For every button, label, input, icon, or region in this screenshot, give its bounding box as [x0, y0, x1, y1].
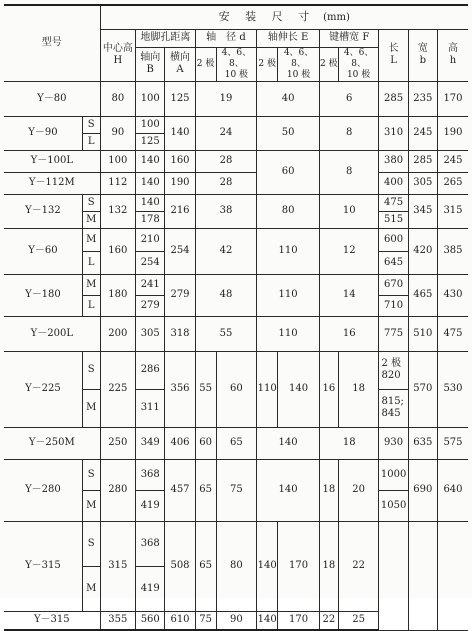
- cell-b: 305: [136, 316, 165, 351]
- header-axial: 轴向 B: [136, 47, 165, 81]
- cell-e-pole4: 170: [278, 521, 320, 611]
- header-transverse: 横向 A: [165, 47, 195, 81]
- cell-l: 310: [379, 116, 408, 150]
- cell-height: 265: [437, 172, 468, 194]
- cell-width: 345: [408, 194, 437, 228]
- cell-width: 245: [408, 116, 437, 150]
- cell-l: 400: [379, 172, 408, 194]
- cell-sub: L: [82, 133, 100, 150]
- cell-height: 575: [437, 427, 468, 459]
- cell-b: 368: [136, 521, 165, 566]
- cell-width: 635: [408, 427, 437, 459]
- cell-f: 8: [319, 150, 379, 194]
- header-shaft-extension: 轴伸长 E: [257, 29, 320, 47]
- cell-b: 125: [136, 133, 165, 150]
- cell-e-pole2: 140: [257, 521, 278, 611]
- cell-sub: S: [82, 351, 100, 389]
- cell-model: Y－132: [4, 194, 82, 228]
- cell-l: 930: [379, 427, 408, 459]
- cell-model: Y－280: [4, 459, 82, 521]
- cell-sub: M: [82, 211, 100, 228]
- cell-d-pole2: 65: [195, 521, 216, 611]
- cell-model: Y－180: [4, 274, 82, 316]
- table-row: [4, 194, 468, 211]
- header-f-pole4: 4、6、8、 10 极: [338, 47, 379, 81]
- cell-sub: M: [82, 490, 100, 521]
- cell-a: 125: [165, 81, 195, 116]
- cell-l: 1050: [379, 490, 408, 521]
- header-length: 长 L: [379, 29, 408, 81]
- cell-d-pole2: 65: [195, 459, 216, 521]
- cell-e-pole2: 140: [257, 611, 278, 630]
- cell-width: 510: [408, 316, 437, 351]
- cell-sub: M: [82, 389, 100, 427]
- cell-f-pole2: 16: [319, 351, 338, 427]
- cell-d: 42: [195, 228, 257, 274]
- cell-height: 385: [437, 228, 468, 274]
- cell-e-pole4: 170: [278, 611, 320, 630]
- cell-l: 775: [379, 316, 408, 351]
- header-center-height: 中心高 H: [100, 29, 136, 81]
- cell-f-pole4: 25: [338, 611, 379, 630]
- table-row: [4, 116, 468, 133]
- cell-sub: S: [82, 459, 100, 490]
- cell-e-pole2: 110: [257, 351, 278, 427]
- cell-e: 60: [257, 150, 320, 194]
- cell-b: 210: [136, 228, 165, 251]
- cell-a: 406: [165, 427, 195, 459]
- cell-width: 285: [408, 150, 437, 172]
- cell-a: 457: [165, 459, 195, 521]
- cell-a: 190: [165, 172, 195, 194]
- header-keyway-width: 键槽宽 F: [319, 29, 379, 47]
- cell-a: 318: [165, 316, 195, 351]
- cell-d-pole4: 90: [216, 611, 257, 630]
- cell-model: Y－225: [4, 351, 82, 427]
- cell-l: 380: [379, 150, 408, 172]
- cell-d: 55: [195, 316, 257, 351]
- cell-height: 170: [437, 81, 468, 116]
- cell-f-pole2: 22: [319, 611, 338, 630]
- cell-height: 640: [437, 459, 468, 521]
- cell-e: 140: [257, 427, 320, 459]
- cell-d-pole2: 55: [195, 351, 216, 427]
- cell-l: 515: [379, 211, 408, 228]
- cell-f: 8: [319, 116, 379, 150]
- cell-sub: S: [82, 116, 100, 133]
- table-row: [4, 228, 468, 251]
- cell-h: 160: [100, 228, 136, 274]
- cell-sub: M: [82, 566, 100, 611]
- cell-h: 250: [100, 427, 136, 459]
- cell-a: 610: [165, 611, 195, 630]
- cell-model: Y－90: [4, 116, 82, 150]
- cell-b: 140: [136, 150, 165, 172]
- cell-sub: S: [82, 194, 100, 211]
- cell-d-pole2: 75: [195, 611, 216, 630]
- cell-b: 241: [136, 274, 165, 295]
- cell-model: Y－200L: [4, 316, 100, 351]
- header-shaft-diameter: 轴 径 d: [195, 29, 257, 47]
- cell-d: 24: [195, 116, 257, 150]
- cell-a: 160: [165, 150, 195, 172]
- table-row: [4, 459, 468, 490]
- cell-height: 530: [437, 351, 468, 427]
- cell-model: Y－250M: [4, 427, 100, 459]
- cell-width: 420: [408, 228, 437, 274]
- motor-installation-dimensions-table: [4, 4, 468, 631]
- header-foot-hole-distance: 地脚孔距离: [136, 29, 196, 47]
- header-f-pole2: 2 极: [319, 47, 338, 81]
- cell-l: 2 极 820: [379, 351, 408, 389]
- cell-f-pole4: 18: [338, 351, 379, 427]
- cell-b: 368: [136, 459, 165, 490]
- header-model: 型号: [4, 5, 100, 81]
- cell-l: 645: [379, 251, 408, 274]
- cell-h: 225: [100, 351, 136, 427]
- cell-f: 14: [319, 274, 379, 316]
- cell-e-pole4: 140: [278, 351, 320, 427]
- header-e-pole4: 4、6、8、 10 极: [278, 47, 320, 81]
- cell-a: 254: [165, 228, 195, 274]
- cell-model: Y－315: [4, 611, 100, 630]
- cell-h: 112: [100, 172, 136, 194]
- cell-f-pole2: 18: [319, 521, 338, 611]
- cell-b: 178: [136, 211, 165, 228]
- cell-h: 100: [100, 150, 136, 172]
- cell-sub: S: [82, 521, 100, 566]
- header-d-pole4: 4、6、8、 10 极: [216, 47, 257, 81]
- cell-l: 285: [379, 81, 408, 116]
- cell-b: 419: [136, 566, 165, 611]
- cell-height: [437, 521, 468, 630]
- cell-l: 815; 845: [379, 389, 408, 427]
- cell-l: [379, 521, 408, 630]
- cell-l: 1000: [379, 459, 408, 490]
- cell-a: 508: [165, 521, 195, 611]
- cell-height: 190: [437, 116, 468, 150]
- cell-b: 140: [136, 194, 165, 211]
- cell-d: 48: [195, 274, 257, 316]
- header-width: 宽 b: [408, 29, 437, 81]
- cell-b: 311: [136, 389, 165, 427]
- cell-h: 280: [100, 459, 136, 521]
- cell-model: Y－80: [4, 81, 100, 116]
- cell-e: 110: [257, 274, 320, 316]
- cell-e: 140: [257, 459, 320, 521]
- cell-b: 100: [136, 116, 165, 133]
- cell-b: 349: [136, 427, 165, 459]
- header-e-pole2: 2 极: [257, 47, 278, 81]
- cell-f: 16: [319, 316, 379, 351]
- cell-b: 419: [136, 490, 165, 521]
- cell-width: 570: [408, 351, 437, 427]
- cell-f-pole2: 18: [319, 459, 338, 521]
- cell-h: 355: [100, 611, 136, 630]
- cell-h: 180: [100, 274, 136, 316]
- cell-l: 670: [379, 274, 408, 295]
- table-row: [4, 521, 468, 566]
- header-height: 高 h: [437, 29, 468, 81]
- cell-sub: L: [82, 251, 100, 274]
- cell-l: 600: [379, 228, 408, 251]
- cell-f-pole4: 20: [338, 459, 379, 521]
- cell-d: 19: [195, 81, 257, 116]
- cell-b: 560: [136, 611, 165, 630]
- cell-sub: M: [82, 228, 100, 251]
- cell-b: 140: [136, 172, 165, 194]
- cell-f: 12: [319, 228, 379, 274]
- cell-e: 110: [257, 316, 320, 351]
- cell-h: 80: [100, 81, 136, 116]
- cell-width: [408, 521, 437, 630]
- cell-b: 254: [136, 251, 165, 274]
- cell-a: 216: [165, 194, 195, 228]
- cell-height: 245: [437, 150, 468, 172]
- cell-width: 690: [408, 459, 437, 521]
- cell-height: 475: [437, 316, 468, 351]
- header-install-dimensions: 安 装 尺 寸 (mm): [100, 5, 468, 29]
- cell-model: Y－60: [4, 228, 82, 274]
- cell-b: 100: [136, 81, 165, 116]
- cell-d-pole4: 65: [216, 427, 257, 459]
- cell-a: 140: [165, 116, 195, 150]
- cell-e: 80: [257, 194, 320, 228]
- cell-d-pole4: 60: [216, 351, 257, 427]
- cell-l: 710: [379, 295, 408, 316]
- cell-width: 465: [408, 274, 437, 316]
- cell-a: 279: [165, 274, 195, 316]
- cell-model: Y－315: [4, 521, 82, 611]
- cell-sub: M: [82, 274, 100, 295]
- header-d-pole2: 2 极: [195, 47, 216, 81]
- cell-h: 315: [100, 521, 136, 611]
- table-row: [4, 150, 468, 172]
- cell-width: 235: [408, 81, 437, 116]
- cell-b: 279: [136, 295, 165, 316]
- cell-d: 28: [195, 172, 257, 194]
- table-row: [4, 81, 468, 116]
- cell-model: Y－112M: [4, 172, 100, 194]
- cell-h: 90: [100, 116, 136, 150]
- cell-height: 430: [437, 274, 468, 316]
- cell-d: 38: [195, 194, 257, 228]
- cell-e: 50: [257, 116, 320, 150]
- cell-f-pole4: 22: [338, 521, 379, 611]
- cell-height: 315: [437, 194, 468, 228]
- cell-d: 28: [195, 150, 257, 172]
- cell-e: 110: [257, 228, 320, 274]
- cell-b: 286: [136, 351, 165, 389]
- cell-sub: L: [82, 295, 100, 316]
- cell-d-pole2: 60: [195, 427, 216, 459]
- cell-e: 40: [257, 81, 320, 116]
- cell-d-pole4: 80: [216, 521, 257, 611]
- cell-f: 18: [319, 427, 379, 459]
- cell-model: Y－100L: [4, 150, 100, 172]
- table-row: [4, 427, 468, 459]
- cell-l: 475: [379, 194, 408, 211]
- table-row: [4, 172, 468, 194]
- cell-h: 132: [100, 194, 136, 228]
- cell-width: 305: [408, 172, 437, 194]
- cell-a: 356: [165, 351, 195, 427]
- table-row: [4, 316, 468, 351]
- cell-f: 10: [319, 194, 379, 228]
- table-row: [4, 274, 468, 295]
- cell-h: 200: [100, 316, 136, 351]
- cell-d-pole4: 75: [216, 459, 257, 521]
- table-row: [4, 351, 468, 389]
- cell-f: 6: [319, 81, 379, 116]
